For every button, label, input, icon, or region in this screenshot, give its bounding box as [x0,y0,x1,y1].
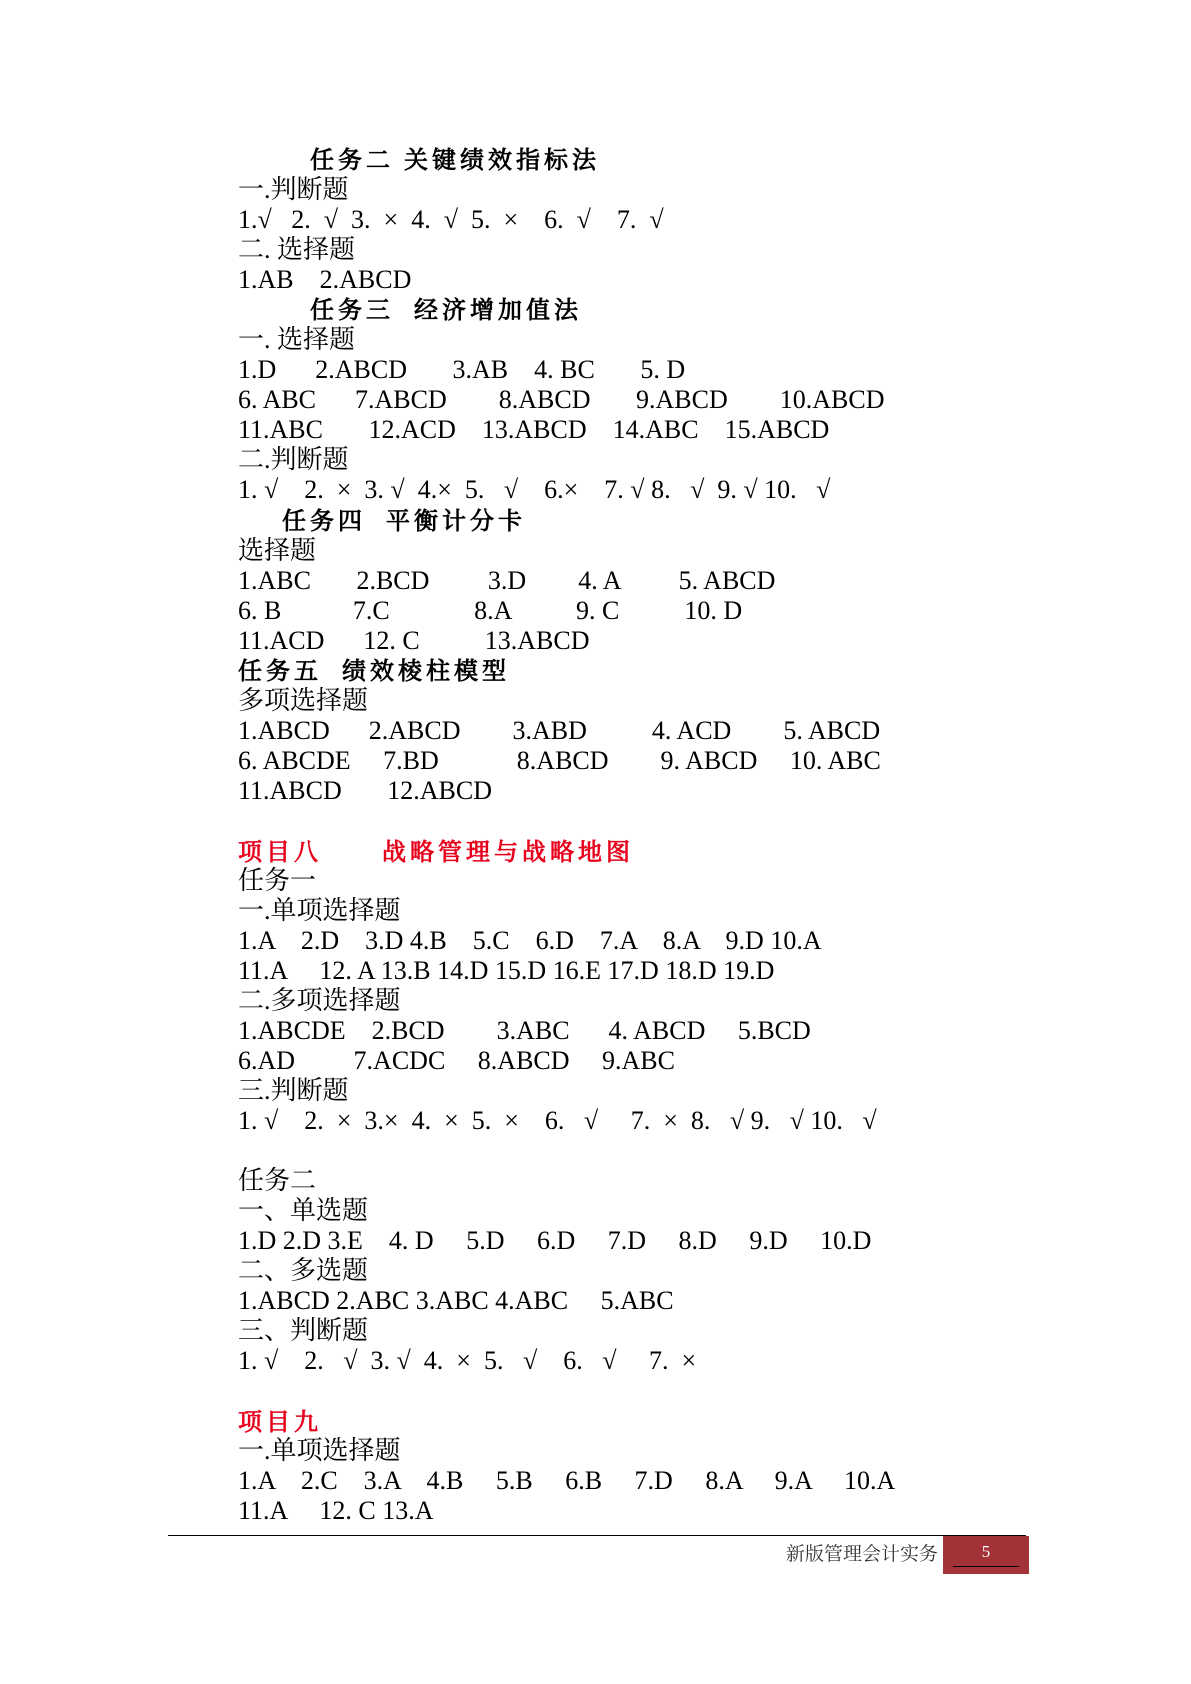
section-heading: 任务二 关键绩效指标法 [310,148,600,174]
answer-line: 6. ABC 7.ABCD 8.ABCD 9.ABCD 10.ABCD [238,385,885,414]
page-number-underline [953,1566,1019,1567]
section-heading: 任务五 绩效棱柱模型 [238,659,510,685]
answer-line: 一. 选择题 [238,325,356,354]
answer-line: 多项选择题 [238,686,369,715]
answer-line: 1.ABCDE 2.BCD 3.ABC 4. ABCD 5.BCD [238,1016,811,1045]
answer-line: 1. √ 2. √ 3. √ 4. × 5. √ 6. √ 7. × [238,1346,697,1375]
answer-line: 1.√ 2. √ 3. × 4. √ 5. × 6. √ 7. √ [238,205,664,234]
answer-line: 6. ABCDE 7.BD 8.ABCD 9. ABCD 10. ABC [238,746,881,775]
section-heading: 任务三 经济增加值法 [310,298,582,324]
answer-line: 一.判断题 [238,175,349,204]
answer-line: 11.A 12. C 13.A [238,1496,434,1525]
answer-line: 一.单项选择题 [238,1436,401,1465]
answer-line: 任务二 [238,1166,317,1195]
answer-line: 二、多选题 [238,1256,369,1285]
answer-line: 一.单项选择题 [238,896,401,925]
answer-line: 1.A 2.D 3.D 4.B 5.C 6.D 7.A 8.A 9.D 10.A [238,926,822,955]
answer-line: 1.A 2.C 3.A 4.B 5.B 6.B 7.D 8.A 9.A 10.A [238,1466,896,1495]
answer-line: 11.ABC 12.ACD 13.ABCD 14.ABC 15.ABCD [238,415,830,444]
answer-line: 6. B 7.C 8.A 9. C 10. D [238,596,743,625]
section-heading: 项目八 战略管理与战略地图 [238,840,634,866]
section-heading: 项目九 [238,1410,322,1436]
answer-line: 1.D 2.D 3.E 4. D 5.D 6.D 7.D 8.D 9.D 10.D [238,1226,872,1255]
page-number: 5 [981,1542,991,1561]
answer-line: 1.ABCD 2.ABC 3.ABC 4.ABC 5.ABC [238,1286,674,1315]
section-heading: 任务四 平衡计分卡 [282,509,526,535]
footer-divider [168,1535,1026,1536]
answer-line: 任务一 [238,866,317,895]
answer-line: 三.判断题 [238,1076,349,1105]
page-number-badge [943,1536,1029,1574]
answer-line: 11.ACD 12. C 13.ABCD [238,626,590,655]
answer-line: 二. 选择题 [238,235,356,264]
answer-line: 选择题 [238,536,317,565]
answer-line: 11.A 12. A 13.B 14.D 15.D 16.E 17.D 18.D 19.D [238,956,775,985]
answer-line: 6.AD 7.ACDC 8.ABCD 9.ABC [238,1046,675,1075]
answer-line: 1.ABCD 2.ABCD 3.ABD 4. ACD 5. ABCD [238,716,881,745]
answer-line: 1.ABC 2.BCD 3.D 4. A 5. ABCD [238,566,776,595]
answer-line: 1.D 2.ABCD 3.AB 4. BC 5. D [238,355,686,384]
answer-line: 一、单选题 [238,1196,369,1225]
answer-line: 二.多项选择题 [238,986,401,1015]
answer-line: 11.ABCD 12.ABCD [238,776,493,805]
answer-line: 1. √ 2. × 3. √ 4.× 5. √ 6.× 7. √ 8. √ 9. √ 10. √ [238,475,831,504]
answer-line: 1.AB 2.ABCD [238,265,412,294]
answer-line: 三、判断题 [238,1316,369,1345]
answer-line: 1. √ 2. × 3.× 4. × 5. × 6. √ 7. × 8. √ 9. √ 10. √ [238,1106,877,1135]
answer-line: 二.判断题 [238,445,349,474]
footer-book-title: 新版管理会计实务 [786,1544,939,1565]
